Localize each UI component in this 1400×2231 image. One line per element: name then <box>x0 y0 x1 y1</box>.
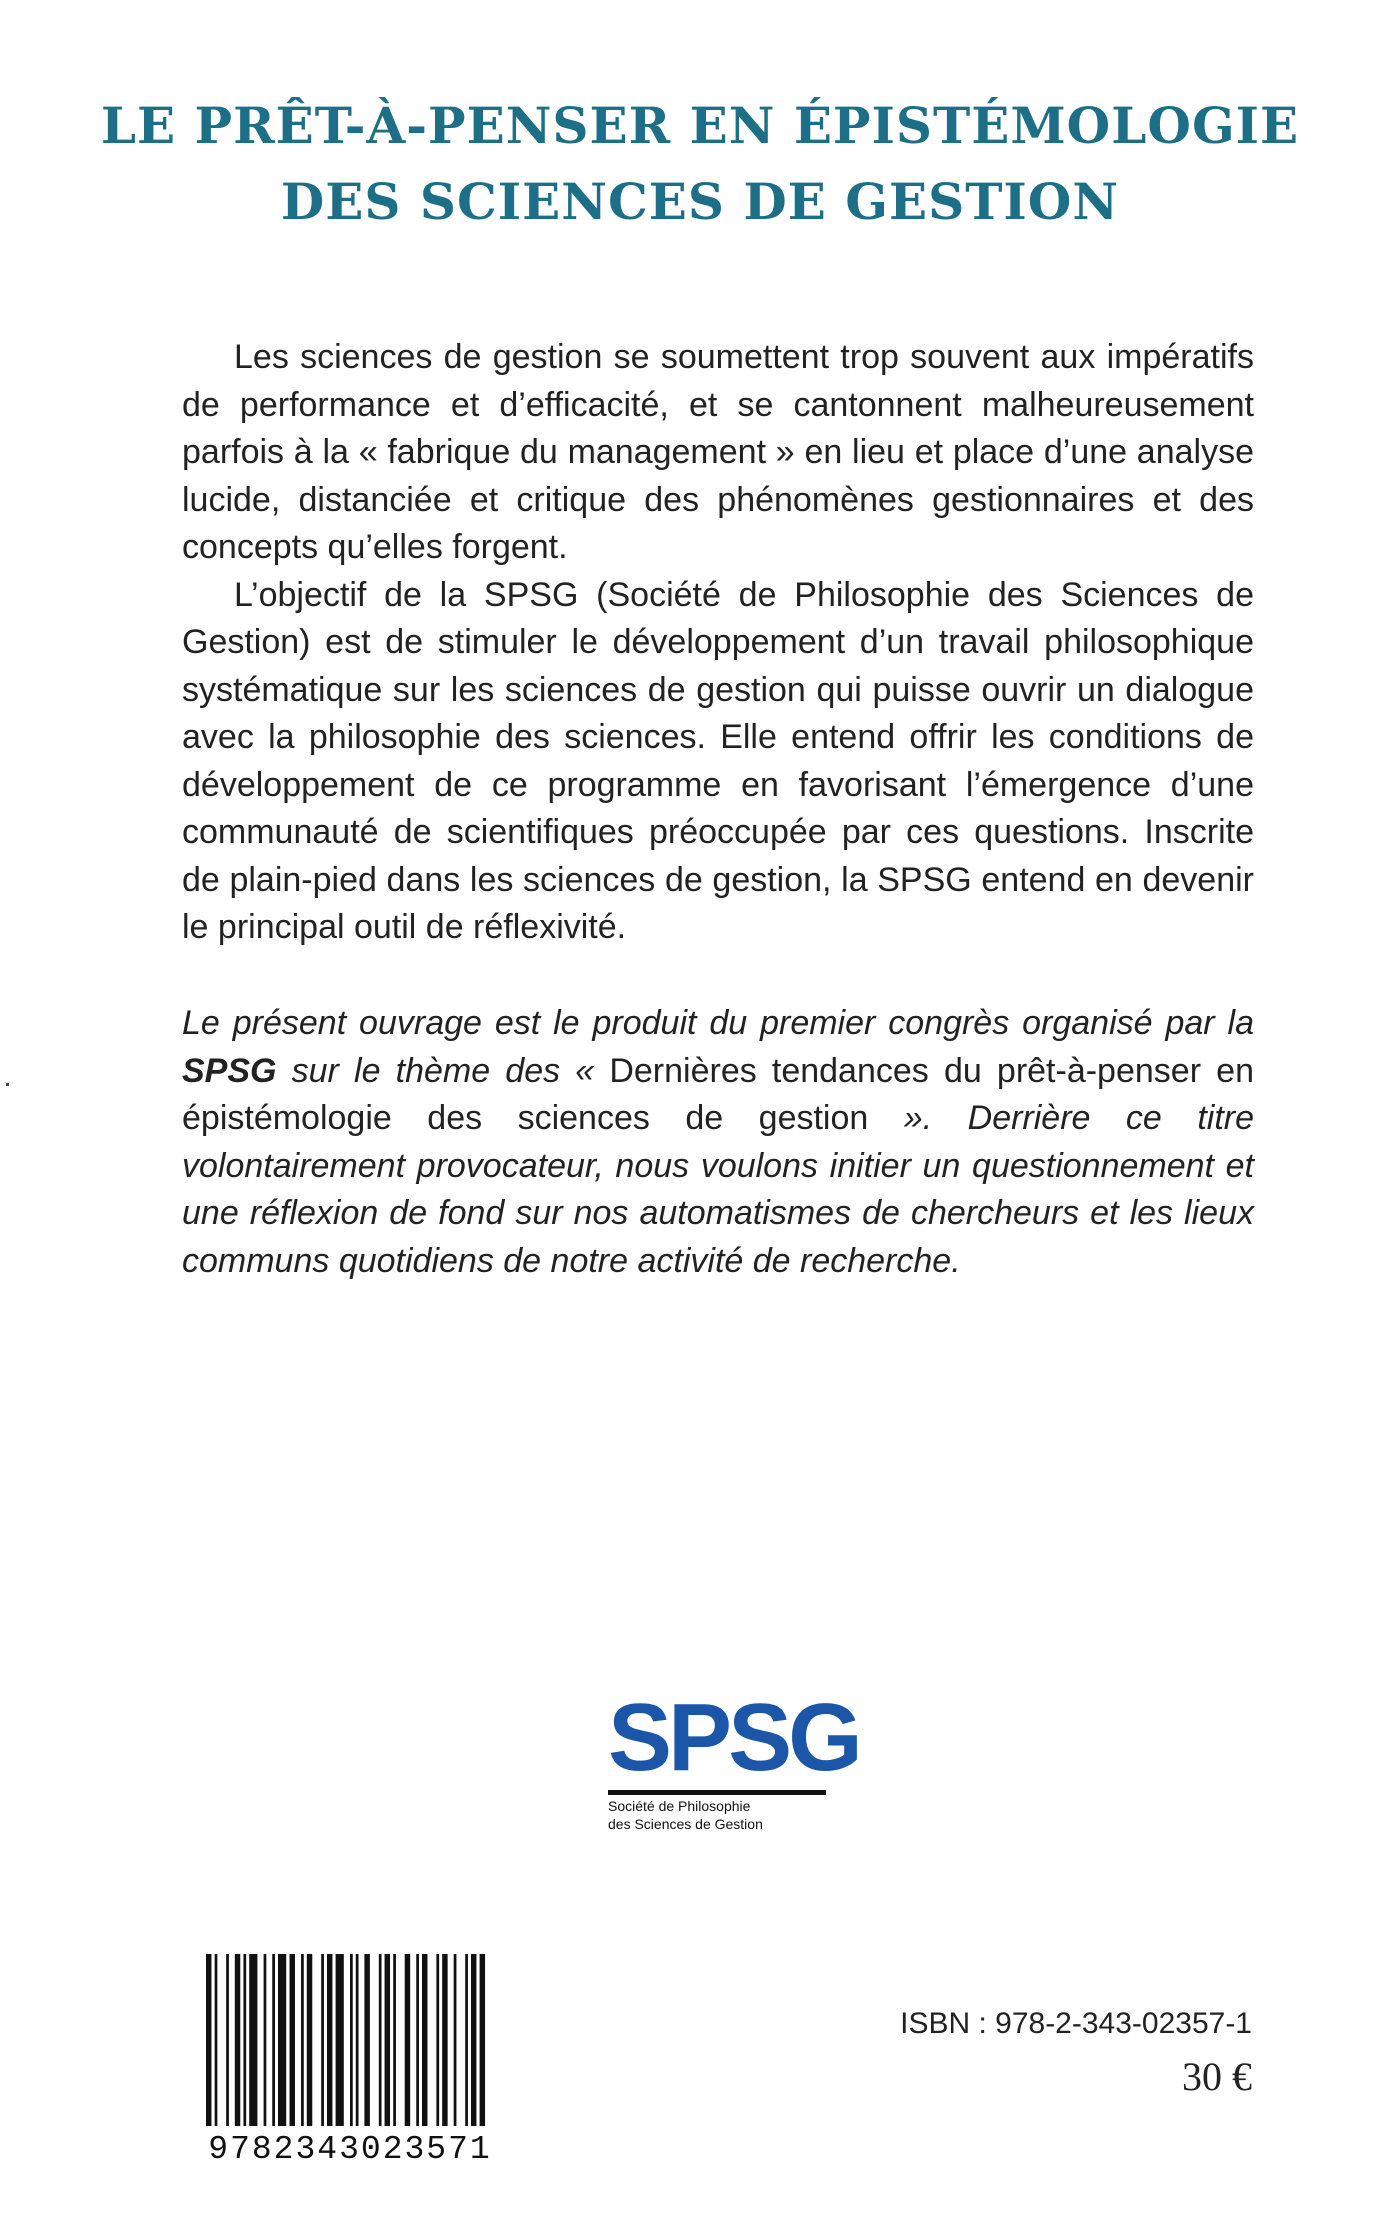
edge-mark <box>6 1083 9 1086</box>
barcode-bar <box>379 1954 382 2126</box>
congress-text-2: sur le thème des « <box>276 1051 610 1090</box>
description-block <box>182 334 1254 952</box>
congress-quoted-title: Dernières tendances du prêt-à-penser en épistémologie des sciences de gestion <box>182 1051 1254 1137</box>
barcode-bar <box>321 1954 324 2126</box>
isbn: ISBN : 978-2-343-02357-1 <box>900 2007 1252 2040</box>
barcode-bar <box>243 1954 246 2126</box>
barcode-bar <box>290 1954 295 2126</box>
barcode-bar <box>235 1954 240 2126</box>
barcode-digits: 9782343023571 <box>208 2131 492 2165</box>
barcode-bar <box>471 1954 476 2126</box>
barcode-bar <box>385 1954 390 2126</box>
barcode-bar <box>307 1954 312 2126</box>
barcode-bar <box>249 1954 257 2126</box>
barcode-bar <box>422 1954 427 2126</box>
congress-note <box>182 1000 1254 1285</box>
barcode-bar <box>336 1954 344 2126</box>
title-line-1: LE PRÊT-À-PENSER EN ÉPISTÉMOLOGIE <box>100 96 1300 155</box>
barcode-bar <box>436 1954 439 2126</box>
spsg-logo-mark: SPSG <box>608 1690 826 1795</box>
barcode-bar <box>356 1954 359 2126</box>
spsg-logo-subtitle-2: des Sciences de Gestion <box>608 1816 763 1832</box>
spsg-logo <box>608 1684 859 1832</box>
barcode-bar <box>301 1954 304 2126</box>
barcode-bar <box>278 1954 286 2126</box>
barcode-bar <box>206 1954 211 2126</box>
barcode-bar <box>405 1954 410 2126</box>
barcode-bar <box>272 1954 275 2126</box>
barcode-bar <box>480 1954 485 2126</box>
spsg-logo-subtitle-1: Société de Philosophie <box>608 1798 751 1814</box>
barcode-bar <box>442 1954 447 2126</box>
barcode-bar <box>226 1954 229 2126</box>
barcode-bar <box>215 1954 218 2126</box>
barcode-bar <box>454 1954 457 2126</box>
congress-text-1: Le présent ouvrage est le produit du premier congrès organisé par la <box>182 1004 1254 1042</box>
paragraph-1: Les sciences de gestion se soumettent trop souvent aux impératifs de performance et d’efficacité, et se cantonnent malheureusement parfois à la « fabrique du management » en lieu et place d’une analyse lucide, distanciée et critique des phénomènes gestionnaires et des concepts qu’elles forgent. <box>182 338 1254 566</box>
barcode-bar <box>465 1954 468 2126</box>
congress-text-3: ». Derrière ce titre volontairement provocateur, nous voulons initier un questionnement et une réflexion de fond sur nos automatismes de chercheurs et les lieux communs quotidiens de notre activité de recherche. <box>182 1099 1255 1280</box>
barcode-bar <box>364 1954 369 2126</box>
barcode-bar <box>264 1954 267 2126</box>
barcode-bar <box>416 1954 419 2126</box>
book-title <box>0 88 1400 240</box>
barcode-bar <box>393 1954 396 2126</box>
barcode-bar <box>327 1954 332 2126</box>
barcode-bar <box>350 1954 353 2126</box>
barcode <box>200 1950 500 2165</box>
congress-spsg: SPSG <box>182 1051 277 1090</box>
paragraph-2: L’objectif de la SPSG (Société de Philosophie des Sciences de Gestion) est de stimuler le développement d’un travail philosophique systématique sur les sciences de gestion qui puisse ouvrir un dialogue avec la philosophie des sciences. Elle entend offrir les conditions de développement de ce programme en favorisant l’émergence d’une communauté de scientifiques préoccupée par ces questions. Inscrite de plain-pied dans les sciences de gestion, la SPSG entend en devenir le principal outil de réflexivité. <box>182 575 1254 946</box>
price: 30 € <box>1182 2054 1252 2099</box>
title-line-2: DES SCIENCES DE GESTION <box>280 172 1120 231</box>
congress-paragraph <box>182 1000 1254 1285</box>
